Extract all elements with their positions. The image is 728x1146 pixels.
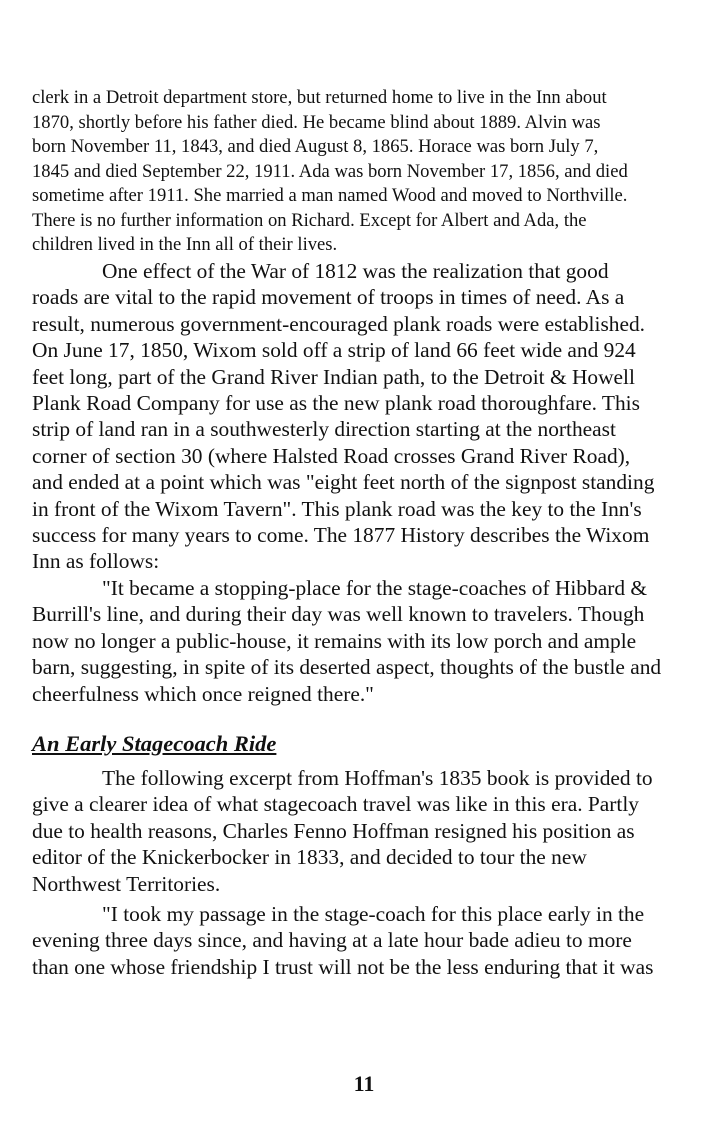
text-line: give a clearer idea of what stagecoach travel was like in this era. Partly bbox=[32, 792, 639, 817]
text-line: due to health reasons, Charles Fenno Hoffman resigned his position as bbox=[32, 818, 635, 843]
text-line: Inn as follows: bbox=[32, 549, 160, 574]
text-line: corner of section 30 (where Halsted Road crosses Grand River Road), bbox=[32, 443, 631, 468]
text-line: The following excerpt from Hoffman's 1835 book is provided to bbox=[102, 766, 653, 790]
text-line: On June 17, 1850, Wixom sold off a strip of land 66 feet wide and 924 bbox=[32, 338, 636, 363]
text-line: born November 11, 1843, and died August 8, 1865. Horace was born July 7, bbox=[32, 136, 599, 157]
text-line: editor of the Knickerbocker in 1833, and decided to tour the new bbox=[32, 845, 587, 870]
quote-hoffman bbox=[32, 901, 712, 980]
quote-1877-history bbox=[32, 575, 712, 707]
text-line: There is no further information on Richard. Except for Albert and Ada, the bbox=[32, 209, 587, 231]
text-line: 1845 and died September 22, 1911. Ada was born November 17, 1856, and died bbox=[32, 160, 628, 182]
text-line: Plank Road Company for use as the new plank road thoroughfare. This bbox=[32, 391, 640, 416]
text-line: cheerfulness which once reigned there." bbox=[32, 681, 374, 706]
text-line: in front of the Wixom Tavern". This plank road was the key to the Inn's bbox=[32, 496, 642, 521]
text-line: roads are vital to the rapid movement of troops in times of need. As a bbox=[32, 285, 625, 310]
paragraph-family-details bbox=[32, 86, 712, 258]
text-line: 1870, shortly before his father died. He became blind about 1889. Alvin was bbox=[32, 111, 601, 133]
text-line: Northwest Territories. bbox=[32, 871, 221, 896]
text-line: than one whose friendship I trust will not be the less enduring that it was bbox=[32, 954, 654, 979]
text-line: strip of land ran in a southwesterly direction starting at the northeast bbox=[32, 417, 616, 442]
text-line: barn, suggesting, in spite of its deserted aspect, thoughts of the bustle and bbox=[32, 655, 662, 680]
text-line: success for many years to come. The 1877 History describes the Wixom bbox=[32, 523, 650, 548]
text-line: "I took my passage in the stage-coach for this place early in the bbox=[102, 902, 645, 926]
text-line: Burrill's line, and during their day was well known to travelers. Though bbox=[32, 602, 645, 627]
paragraph-hoffman-intro bbox=[32, 765, 712, 897]
paragraph-plank-roads bbox=[32, 258, 712, 575]
text-line: children lived in the Inn all of their lives. bbox=[32, 234, 338, 255]
text-line: and ended at a point which was "eight feet north of the signpost standing bbox=[32, 470, 655, 495]
text-line: evening three days since, and having at a late hour bade adieu to more bbox=[32, 928, 632, 953]
text-line: clerk in a Detroit department store, but returned home to live in the Inn about bbox=[32, 87, 607, 108]
text-line: "It became a stopping-place for the stage-coaches of Hibbard & bbox=[102, 576, 648, 600]
text-line: now no longer a public-house, it remains with its low porch and ample bbox=[32, 628, 637, 653]
page-number: 11 bbox=[353, 1071, 375, 1096]
text-line: One effect of the War of 1812 was the realization that good bbox=[102, 259, 609, 283]
text-line: sometime after 1911. She married a man named Wood and moved to Northville. bbox=[32, 185, 628, 206]
text-line: result, numerous government-encouraged plank roads were established. bbox=[32, 311, 645, 336]
text-line: feet long, part of the Grand River Indian path, to the Detroit & Howell bbox=[32, 364, 635, 389]
section-heading: An Early Stagecoach Ride bbox=[32, 731, 277, 756]
